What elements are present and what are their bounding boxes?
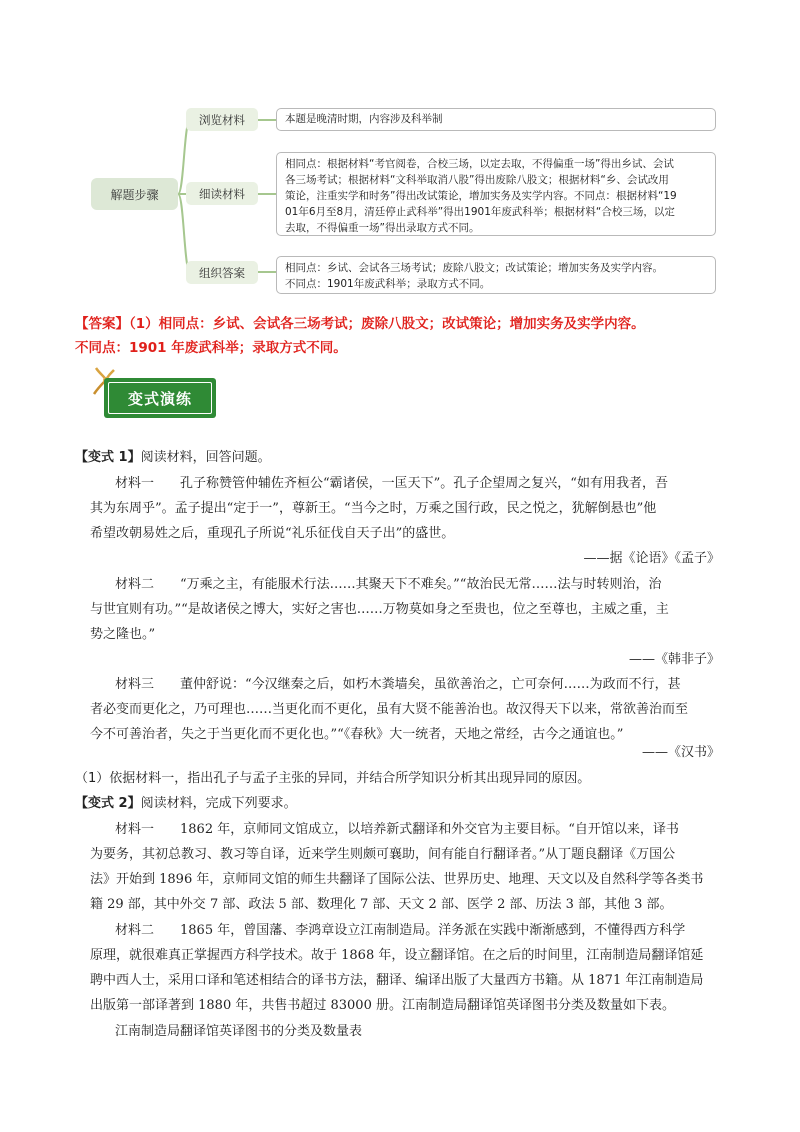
v1-m3-line-2: 者必变而更化之，乃可理也……当更化而不更化，虽有大贤不能善治也。故汉得天下以来，常欲善治而至: [90, 702, 689, 717]
v1-m2-line-1: 材料二 “万乘之主，有能服术行法……其聚天下不难矣。”“故治民无常……法与时转则治，治: [115, 577, 662, 592]
v1-m1-line-3: 希望改朝易姓之后，重现孔子所说“礼乐征伐自天子出”的盛世。: [90, 526, 455, 541]
section-banner: [104, 378, 216, 418]
v1-m3-source: ——《汉书》: [641, 745, 720, 760]
box-line: 本题是晚清时期，内容涉及科举制: [285, 113, 443, 125]
v1-m1-source: ——据《论语》《孟子》: [583, 551, 720, 566]
v2-m1-line-2: 为要务，其初总教习、教习等自译，近来学生则颇可襄助，间有能自行翻译者。”从丁题良翻译《万国公: [90, 847, 676, 862]
v1-m1-line-2: 其为东周乎”。孟子提出“定于一”，尊新王。“当今之时，万乘之国行政，民之悦之，犹解倒悬也”他: [90, 501, 657, 516]
variant1-heading: [75, 446, 271, 471]
v2-table-caption: 江南制造局翻译馆英译图书的分类及数量表: [115, 1024, 363, 1039]
box-line: 相同点：根据材料“考官阅卷，合校三场，以定去取，不得偏重一场”得出乡试、会试: [285, 158, 674, 170]
answer-line-2: 不同点：1901 年废武科举；录取方式不同。: [75, 340, 347, 356]
v1-question-1: （1）依据材料一，指出孔子与孟子主张的异同，并结合所学知识分析其出现异同的原因。: [75, 771, 591, 786]
v1-m2-line-2: 与世宜则有功。”“是故诸侯之博大，实好之害也……万物莫如身之至贵也，位之至尊也，主威之重，主: [90, 602, 669, 617]
node-organize-answer: 组织答案: [186, 261, 258, 284]
box-line: 策论，注重实学和时务”得出改试策论，增加实务及实学内容。不同点：根据材料“19: [285, 190, 677, 202]
answer-line-1: 【答案】（1）相同点：乡试、会试各三场考试；废除八股文；改试策论；增加实务及实学内容。: [75, 316, 645, 332]
box-organize-answer: [276, 256, 716, 294]
v1-m3-line-1: 材料三 董仲舒说：“今汉继秦之后，如朽木粪墙矣，虽欲善治之，亡可奈何……为政而不行，甚: [115, 677, 681, 692]
v2-m2-line-3: 聘中西人士，采用口译和笔述相结合的译书方法，翻译、编译出版了大量西方书籍。从 1871 年江南制造局: [90, 973, 704, 988]
mindmap-root: 解题步骤: [91, 178, 178, 210]
v1-m3-line-3: 今不可善治者，失之于当更化而不更化也。”“《春秋》大一统者，天地之常经，古今之通谊也。”: [90, 727, 624, 742]
box-read-material: [276, 152, 716, 236]
box-line: 各三场考试；根据材料“文科举取消八股”得出废除八股文；根据材料“乡、会试改用: [285, 174, 669, 186]
v2-m2-line-4: 出版第一部译著到 1880 年，共售书超过 83000 册。江南制造局翻译馆英译图书分类及数量如下表。: [90, 998, 675, 1013]
variant2-instruction: 阅读材料，完成下列要求。: [140, 796, 297, 811]
box-browse-material: [276, 108, 716, 131]
box-line: 不同点：1901年废武科举；录取方式不同。: [285, 278, 491, 290]
variant2-label: 【变式 2】: [75, 796, 141, 811]
connector-organize: [178, 194, 190, 272]
box-line: 01年6月至8月，清廷停止武科举”得出1901年废武科举；根据材料“合校三场，以定: [285, 206, 675, 218]
v1-m2-source: ——《韩非子》: [628, 652, 720, 667]
v2-m2-line-2: 原理，就很难真正掌握西方科学技术。故于 1868 年，设立翻译馆。在之后的时间里，江南制造局翻译馆延: [90, 948, 704, 963]
variant1-label: 【变式 1】: [75, 450, 141, 465]
v2-m2-line-1: 材料二 1865 年，曾国藩、李鸿章设立江南制造局。洋务派在实践中渐渐感到，不懂得西方科学: [115, 923, 686, 938]
box-line: 相同点：乡试、会试各三场考试；废除八股文；改试策论；增加实务及实学内容。: [285, 262, 663, 274]
variant1-instruction: 阅读材料，回答问题。: [140, 450, 271, 465]
variant2-heading: [75, 792, 297, 817]
node-browse-material: 浏览材料: [186, 108, 258, 131]
v2-m1-line-1: 材料一 1862 年，京师同文馆成立，以培养新式翻译和外交官为主要目标。“自开馆以来，译书: [115, 822, 679, 837]
box-line: 去取，不得偏重一场”得出录取方式不同。: [285, 222, 480, 234]
section-banner-title: 变式演练: [108, 382, 212, 414]
v2-m1-line-4: 籍 29 部，其中外交 7 部、政法 5 部、数理化 7 部、天文 2 部、医学 2 部、历法 3 部，其他 3 部。: [90, 897, 673, 912]
node-read-material: 细读材料: [186, 182, 258, 205]
v1-m2-line-3: 势之隆也。”: [90, 627, 156, 642]
mindmap-connectors: [0, 0, 800, 300]
v2-m1-line-3: 法》开始到 1896 年，京师同文馆的师生共翻译了国际公法、世界历史、地理、天文以及自然科学等各类书: [90, 872, 704, 887]
v1-m1-line-1: 材料一 孔子称赞管仲辅佐齐桓公“霸诸侯，一匡天下”。孔子企望周之复兴，“如有用我者，吾: [115, 476, 668, 491]
